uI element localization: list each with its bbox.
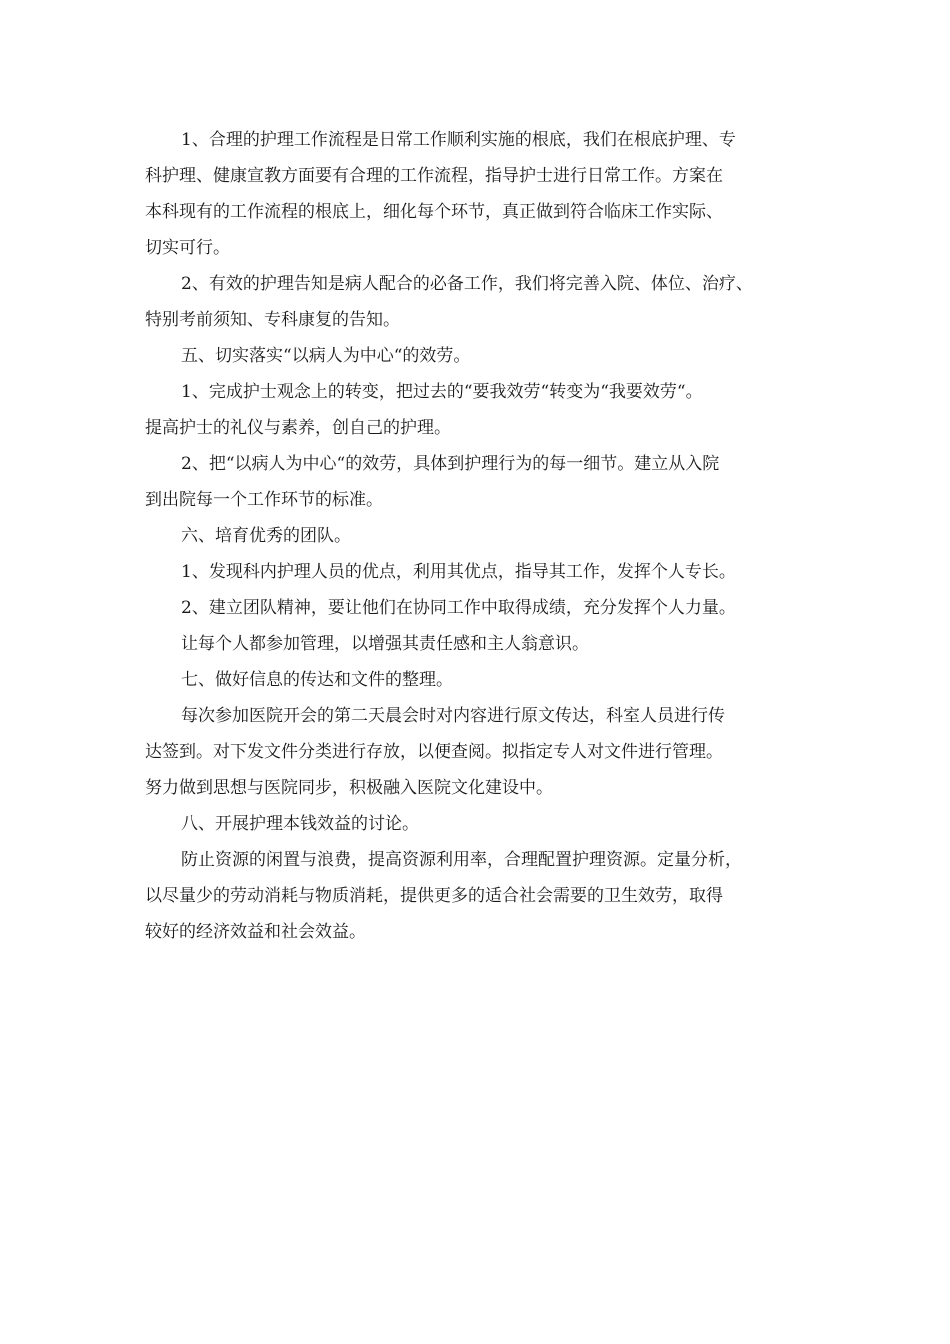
document-body: [145, 122, 825, 950]
text-line: 以尽量少的劳动消耗与物质消耗，提供更多的适合社会需要的卫生效劳，取得: [145, 886, 723, 906]
text-line: 本科现有的工作流程的根底上，细化每个环节，真正做到符合临床工作实际、: [145, 202, 723, 222]
text-line: 较好的经济效益和社会效益。: [145, 922, 366, 942]
text-line: 六、培育优秀的团队。: [181, 526, 351, 546]
text-line: 让每个人都参加管理，以增强其责任感和主人翁意识。: [181, 634, 589, 654]
text-line: 防止资源的闲置与浪费，提高资源利用率，合理配置护理资源。定量分析，: [181, 850, 742, 870]
text-line: 到出院每一个工作环节的标准。: [145, 490, 383, 510]
text-line: 1、发现科内护理人员的优点，利用其优点，指导其工作，发挥个人专长。: [181, 562, 736, 582]
text-line: 五、切实落实“以病人为中心“的效劳。: [181, 346, 471, 366]
text-line: 2、建立团队精神，要让他们在协同工作中取得成绩，充分发挥个人力量。: [181, 598, 736, 618]
text-line: 1、完成护士观念上的转变，把过去的“要我效劳“转变为“我要效劳“。: [181, 382, 703, 402]
text-line: 八、开展护理本钱效益的讨论。: [181, 814, 419, 834]
text-line: 七、做好信息的传达和文件的整理。: [181, 670, 453, 690]
text-line: 科护理、健康宣教方面要有合理的工作流程，指导护士进行日常工作。方案在: [145, 166, 723, 186]
text-line: 努力做到思想与医院同步，积极融入医院文化建设中。: [145, 778, 553, 798]
text-line: 提高护士的礼仪与素养，创自己的护理。: [145, 418, 451, 438]
text-line: 特别考前须知、专科康复的告知。: [145, 310, 400, 330]
text-line: 切实可行。: [145, 238, 230, 258]
text-line: 每次参加医院开会的第二天晨会时对内容进行原文传达，科室人员进行传: [181, 706, 725, 726]
text-line: 2、有效的护理告知是病人配合的必备工作，我们将完善入院、体位、治疗、: [181, 274, 753, 294]
text-line: 1、合理的护理工作流程是日常工作顺利实施的根底，我们在根底护理、专: [181, 130, 736, 150]
text-line: 达签到。对下发文件分类进行存放，以便查阅。拟指定专人对文件进行管理。: [145, 742, 723, 762]
text-line: 2、把“以病人为中心“的效劳，具体到护理行为的每一细节。建立从入院: [181, 454, 720, 474]
